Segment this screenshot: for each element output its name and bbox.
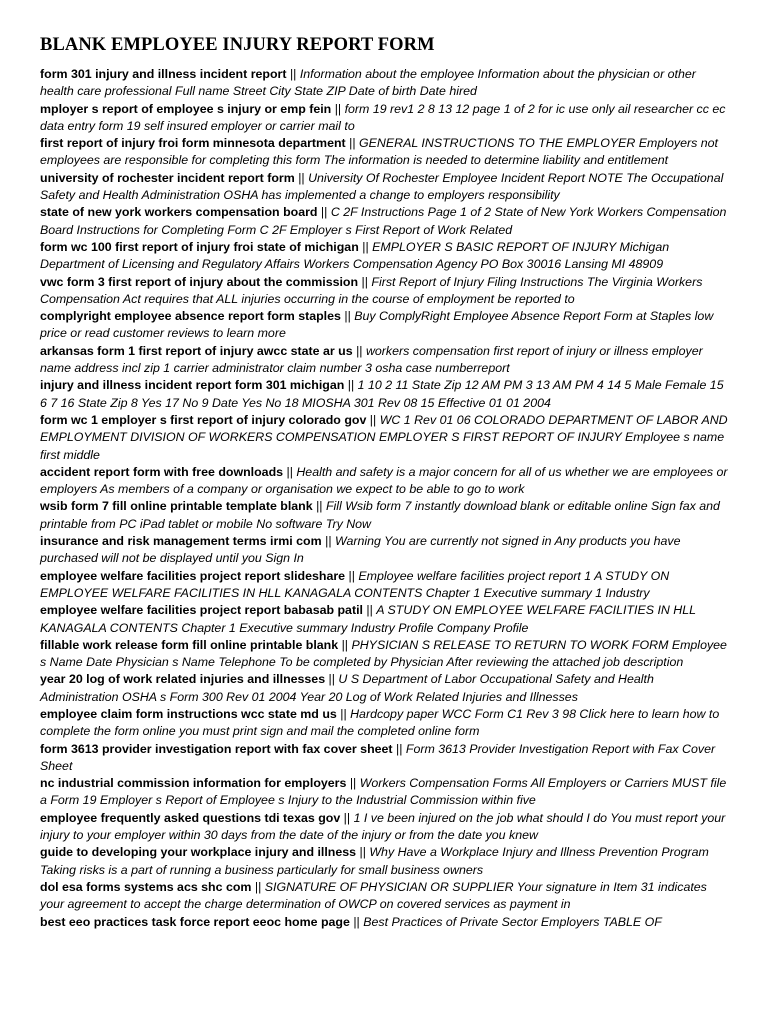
- entry-title[interactable]: year 20 log of work related injuries and illnesses: [40, 672, 326, 687]
- entry-title[interactable]: accident report form with free downloads: [40, 464, 284, 479]
- list-item: [40, 637, 730, 672]
- list-item: [40, 914, 730, 931]
- entry-title[interactable]: fillable work release form fill online printable blank: [40, 637, 339, 652]
- entry-description: Fill Wsib form 7 instantly download blank or editable online Sign fax and printable from PC iPad tablet or mobile No software Try Now: [40, 499, 720, 531]
- entry-separator: ||: [340, 309, 355, 324]
- list-item: [40, 464, 730, 499]
- entry-description: 1 I ve been injured on the job what should I do You must report your injury to your employer within 30 days from the date of the injury or from the date you knew: [40, 810, 726, 843]
- list-item: [40, 101, 730, 136]
- entry-separator: ||: [346, 776, 360, 791]
- entry-separator: ||: [366, 412, 380, 427]
- entry-title[interactable]: first report of injury froi form minnesota department: [40, 136, 346, 151]
- list-item: [40, 135, 730, 170]
- entry-separator: ||: [312, 499, 326, 514]
- entry-separator: ||: [317, 205, 331, 220]
- entry-title[interactable]: mployer s report of employee s injury or emp fein: [40, 101, 332, 116]
- list-item: [40, 239, 730, 274]
- entry-list: [40, 66, 730, 931]
- entry-separator: ||: [345, 136, 359, 151]
- entry-title[interactable]: form 3613 provider investigation report with fax cover sheet: [40, 741, 393, 756]
- list-item: [40, 533, 730, 568]
- entry-description: Warning You are currently not signed in Any products you have purchased will not be displayed until you Sign In: [40, 534, 681, 566]
- entry-separator: ||: [331, 101, 345, 116]
- entry-description: First Report of Injury Filing Instructions The Virginia Workers Compensation Act requires that ALL injuries occurring in the course of employment be reported to: [40, 274, 703, 306]
- entry-title[interactable]: injury and illness incident report form 301 michigan: [40, 378, 345, 393]
- entry-separator: ||: [283, 464, 297, 479]
- entry-separator: ||: [294, 170, 309, 185]
- entry-description: Best Practices of Private Sector Employers TABLE OF: [363, 914, 662, 929]
- entry-description: Form 3613 Provider Investigation Report with Fax Cover Sheet: [40, 741, 716, 773]
- entry-description: workers compensation first report of injury or illness employer name address incl zip 1 carrier administrator claim number 3 osha case numberreport: [40, 343, 703, 376]
- entry-separator: ||: [336, 706, 351, 721]
- entry-title[interactable]: university of rochester incident report form: [40, 170, 295, 185]
- entry-title[interactable]: employee welfare facilities project report slideshare: [40, 568, 346, 583]
- entry-separator: ||: [356, 845, 370, 860]
- entry-description: Health and safety is a major concern for all of us whether we are employees or employers As members of a company or organisation we expect to be able to go to work: [40, 464, 728, 497]
- entry-description: SIGNATURE OF PHYSICIAN OR SUPPLIER Your signature in Item 31 indicates your agreement to accept the charge determination of OWCP on covered services as payment in: [40, 879, 707, 912]
- entry-description: Buy ComplyRight Employee Absence Report Form at Staples low price or read customer reviews to learn more: [40, 309, 714, 341]
- entry-description: WC 1 Rev 01 06 COLORADO DEPARTMENT OF LABOR AND EMPLOYMENT DIVISION OF WORKERS COMPENSATION EMPLOYER S FIRST REPORT OF INJURY Employee s name first middle: [40, 412, 728, 462]
- entry-description: C 2F Instructions Page 1 of 2 State of New York Workers Compensation Board Instructions for Completing Form C 2F Employer s First Report of Work Related: [40, 205, 727, 237]
- entry-description: Information about the employee Information about the physician or other health care professional Full name Street City State ZIP Date of birth Date hired: [40, 67, 696, 99]
- list-item: [40, 498, 730, 533]
- entry-separator: ||: [338, 637, 352, 652]
- list-item: [40, 412, 730, 464]
- document-title: BLANK EMPLOYEE INJURY REPORT FORM: [40, 35, 435, 55]
- list-item: [40, 671, 730, 706]
- entry-description: U S Department of Labor Occupational Safety and Health Administration OSHA s Form 300 Rev 01 2004 Year 20 Log of Work Related Injuries and Illnesses: [40, 672, 654, 704]
- list-item: [40, 377, 730, 412]
- entry-title[interactable]: employee welfare facilities project report babasab patil: [40, 603, 363, 618]
- entry-separator: ||: [325, 672, 339, 687]
- entry-title[interactable]: insurance and risk management terms irmi com: [40, 534, 322, 549]
- list-item: [40, 170, 730, 205]
- entry-description: Workers Compensation Forms All Employers or Carriers MUST file a Form 19 Employer s Report of Employee s Injury to the Industrial Commission within five: [40, 776, 727, 808]
- list-item: [40, 775, 730, 810]
- entry-title[interactable]: best eeo practices task force report eeoc home page: [40, 914, 350, 929]
- entry-title[interactable]: form 301 injury and illness incident report: [40, 67, 287, 81]
- list-item: [40, 741, 730, 776]
- entry-description: Employee welfare facilities project report 1 A STUDY ON EMPLOYEE WELFARE FACILITIES IN HLL KANAGALA CONTENTS Chapter 1 Executive summary 1 Industry: [40, 568, 670, 600]
- entry-separator: ||: [286, 67, 300, 81]
- entry-separator: ||: [358, 239, 373, 254]
- entry-description: PHYSICIAN S RELEASE TO RETURN TO WORK FORM Employee s Name Date Physician s Name Telephone To be completed by Physician After reviewing the attached job description: [40, 637, 727, 670]
- list-item: [40, 308, 730, 343]
- entry-title[interactable]: vwc form 3 first report of injury about the commission: [40, 274, 359, 289]
- entry-title[interactable]: form wc 100 first report of injury froi state of michigan: [40, 239, 359, 254]
- entry-description: Why Have a Workplace Injury and Illness Prevention Program Taking risks is a part of running a business particularly for small business owners: [40, 845, 709, 877]
- entry-title[interactable]: dol esa forms systems acs shc com: [40, 879, 252, 894]
- entry-description: GENERAL INSTRUCTIONS TO THE EMPLOYER Employers not employees are responsible for completing this form The information is needed to determine liability and entitlement: [40, 136, 718, 168]
- entry-separator: ||: [321, 534, 335, 549]
- entry-description: form 19 rev1 2 8 13 12 page 1 of 2 for ic use only ail researcher cc ec data entry form 19 self insured employer or carrier mail to: [40, 101, 726, 133]
- list-item: [40, 810, 730, 845]
- entry-title[interactable]: wsib form 7 fill online printable template blank: [40, 499, 313, 514]
- entry-title[interactable]: state of new york workers compensation board: [40, 205, 318, 220]
- entry-title[interactable]: arkansas form 1 first report of injury awcc state ar us: [40, 343, 353, 358]
- entry-separator: ||: [358, 274, 372, 289]
- list-item: [40, 568, 730, 603]
- list-item: [40, 706, 730, 741]
- entry-description: A STUDY ON EMPLOYEE WELFARE FACILITIES IN HLL KANAGALA CONTENTS Chapter 1 Executive summary Industry Profile Company Profile: [40, 603, 696, 635]
- entry-separator: ||: [345, 568, 359, 583]
- entry-separator: ||: [340, 810, 354, 825]
- entry-title[interactable]: form wc 1 employer s first report of injury colorado gov: [40, 412, 367, 427]
- entry-title[interactable]: nc industrial commission information for employers: [40, 776, 347, 791]
- list-item: [40, 204, 730, 239]
- entry-separator: ||: [362, 603, 377, 618]
- entry-separator: ||: [352, 343, 366, 358]
- entry-separator: ||: [251, 879, 265, 894]
- entry-title[interactable]: employee frequently asked questions tdi texas gov: [40, 810, 341, 825]
- entry-description: Hardcopy paper WCC Form C1 Rev 3 98 Click here to learn how to complete the form online you must print sign and mail the completed online form: [40, 706, 720, 739]
- entry-title[interactable]: guide to developing your workplace injury and illness: [40, 845, 357, 860]
- entry-title[interactable]: employee claim form instructions wcc state md us: [40, 706, 337, 721]
- list-item: [40, 66, 730, 101]
- list-item: [40, 274, 730, 309]
- entry-title[interactable]: complyright employee absence report form staples: [40, 309, 341, 324]
- entry-separator: ||: [349, 914, 364, 929]
- list-item: [40, 844, 730, 879]
- entry-separator: ||: [344, 378, 358, 393]
- list-item: [40, 343, 730, 378]
- entry-description: EMPLOYER S BASIC REPORT OF INJURY Michigan Department of Licensing and Regulatory Affairs Workers Compensation Agency PO Box 30016 Lansing MI 48909: [40, 239, 670, 272]
- list-item: [40, 602, 730, 637]
- list-item: [40, 879, 730, 914]
- entry-description: University Of Rochester Employee Incident Report NOTE The Occupational Safety and Health Administration OSHA has implemented a change to employers responsibility: [40, 170, 724, 203]
- entry-separator: ||: [392, 741, 406, 756]
- entry-description: 1 10 2 11 State Zip 12 AM PM 3 13 AM PM 4 14 5 Male Female 15 6 7 16 State Zip 8 Yes 17 No 9 Date Yes No 18 MIOSHA 301 Rev 08 15 Effective 01 01 2004: [40, 378, 724, 410]
